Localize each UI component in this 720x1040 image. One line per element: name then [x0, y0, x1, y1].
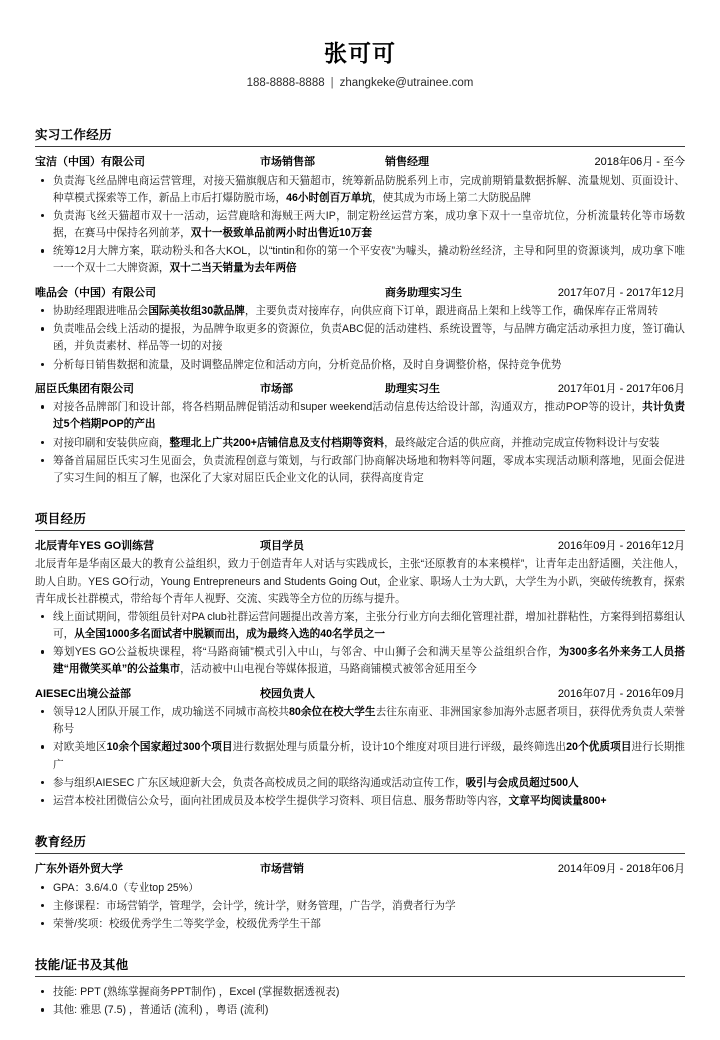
entry-header-row — [35, 861, 685, 879]
entry-header-row — [35, 538, 685, 556]
bullet-item — [35, 898, 685, 915]
bullet-item — [35, 303, 685, 320]
bullet-text: 运营本校社团微信公众号，面向社团成员及本校学生提供学习资料、项目信息、服务帮助等内容， — [53, 794, 509, 807]
bullet-text: ，主要负责对接库存，向供应商下订单，跟进商品上架和上线等工作，确保库存正常周转 — [244, 305, 659, 318]
section-title: 教育经历 — [35, 835, 87, 850]
entry-header-row — [35, 154, 685, 172]
candidate-name: 张可可 — [324, 40, 396, 66]
bullet-text-emphasis: 10余个国家超过300个项目 — [106, 741, 233, 754]
bullet-text-emphasis: 为300多名外来务工人员搭建“用微笑买单”的公益集市 — [53, 646, 685, 676]
bullet-text: 领导12人团队开展工作，成功输送不同城市高校共 — [53, 706, 289, 719]
email-address: zhangkeke@utrainee.com — [339, 77, 474, 90]
contact-line — [35, 75, 685, 91]
entry — [35, 154, 685, 277]
section-divider — [35, 530, 685, 531]
bullet-text: 主修课程：市场营销学，管理学，会计学，统计学，财务管理，广告学，消费者行为学 — [53, 899, 456, 912]
bullet-text-emphasis: 从全国1000多名面试者中脱颖而出，成为最终入选的40名学员之一 — [74, 628, 385, 641]
bullet-text: 协助经理跟进唯品会 — [53, 305, 149, 318]
entry-department: 项目学员 — [260, 539, 304, 552]
bullet-text-emphasis: 80余位在校大学生 — [288, 706, 376, 719]
section-title: 技能/证书及其他 — [35, 957, 129, 972]
bullet-item — [35, 880, 685, 897]
bullet-text-emphasis: 20个优质项目 — [566, 741, 632, 754]
bullet-text: 负责唯品会线上活动的提报，为品牌争取更多的资源位，负责ABC促的活动建档、系统设置等，与品牌方确定活动承担力度，签订确认函，并负责素材、样品等一切的对接 — [53, 323, 685, 353]
section-divider — [35, 853, 685, 854]
bullet-text: 对接印刷和安装供应商， — [53, 436, 170, 449]
bullet-list — [35, 704, 685, 810]
entry-date-range: 2018年06月 - 至今 — [594, 156, 685, 169]
bullet-item — [35, 357, 685, 374]
bullet-item — [35, 644, 685, 678]
bullet-text: 参与组织AIESEC 广东区域迎新大会，负责各高校成员之间的联络沟通或活动宣传工作， — [53, 776, 466, 789]
entry-date-range: 2016年09月 - 2016年12月 — [557, 539, 685, 552]
section-divider — [35, 146, 685, 147]
bullet-text: ，使其成为市场上第二大防脱品牌 — [372, 191, 531, 204]
bullet-text: 统筹12月大牌方案，联动粉头和各大KOL，以“tintin和你的第一个平安夜”为噱头，撬动粉丝经济，主导和阿里的资源谈判，成功拿下唯一一个双十二大牌资源， — [53, 245, 685, 275]
entry-header-row — [35, 381, 685, 399]
bullet-text: 筹划YES GO公益板块课程，将“马路商铺”模式引入中山，与邻舍、中山狮子会和满天星等公益组织合作， — [53, 646, 559, 659]
bullet-text-emphasis: 整理北上广共200+店铺信息及支付档期等资料 — [169, 436, 385, 449]
entry-date-range: 2017年07月 - 2017年12月 — [557, 286, 685, 299]
bullet-text-emphasis: 共计负责过5个档期POP的产出 — [53, 401, 685, 431]
section-title: 项目经历 — [35, 511, 87, 526]
bullet-item — [35, 984, 685, 1001]
bullet-list — [35, 399, 685, 487]
bullet-text: 分析每日销售数据和流量，及时调整品牌定位和活动方向，分析竞品价格，及时自身调整价格，保持竞争优势 — [53, 358, 562, 371]
entry-organization: 宝洁（中国）有限公司 — [35, 156, 145, 169]
bullet-text: 对接各品牌部门和设计部，将各档期品牌促销活动和super weekend活动信息传达给设计部，沟通双方，推动POP等的设计， — [53, 401, 643, 414]
section-skills-certificates-other — [35, 955, 685, 1019]
bullet-list — [35, 173, 685, 278]
bullet-item — [35, 399, 685, 433]
entry-department: 市场部 — [260, 382, 293, 395]
entry-date-range: 2014年09月 - 2018年06月 — [557, 863, 685, 876]
bullet-item — [35, 243, 685, 277]
bullet-text: 负责海飞丝天猫超市双十一活动，运营鹿晗和海贼王两大IP，制定粉丝运营方案，成功拿下双十一皇帝坑位，分析流量转化等市场数据，在赛马中保持名列前茅， — [53, 209, 685, 240]
entry — [35, 686, 685, 810]
entry-description: 北辰青年是华南区最大的教育公益组织，致力于创造青年人对话与实践成长，主张“还原教育的本来模样”，让青年走出舒适圈，关注他人，助人自助。YES GO行动，Young Entrepreneurs and Students Going Out，企业家、职场人士为大趴，大学生为小趴，突破传统教育，探索青年成长社群模式，带给每个青年人视野、交流、实践等全方位的历练与提升。 — [35, 558, 685, 605]
entry-organization: 唯品会（中国）有限公司 — [35, 286, 156, 299]
bullet-text-emphasis: 吸引与会成员超过500人 — [465, 776, 579, 789]
entry — [35, 861, 685, 933]
entry-date-range: 2017年01月 - 2017年06月 — [557, 382, 685, 395]
bullet-text: 去往东南亚、非洲国家参加海外志愿者项目，获得优秀负责人荣誉称号 — [53, 706, 685, 736]
bullet-item — [35, 775, 685, 792]
bullet-list — [35, 984, 685, 1019]
bullet-text-emphasis: 双十二当天销量为去年两倍 — [169, 262, 297, 275]
entry-date-range: 2016年07月 - 2016年09月 — [557, 687, 685, 700]
entry — [35, 984, 685, 1019]
bullet-list — [35, 609, 685, 679]
entry-organization: 北辰青年YES GO训练营 — [35, 539, 155, 552]
bullet-text: 技能: PPT (熟练掌握商务PPT制作) ，Excel (掌握数据透视表) — [53, 985, 340, 998]
bullet-text-emphasis: 文章平均阅读量800+ — [508, 794, 607, 807]
bullet-item — [35, 793, 685, 810]
bullet-text: ，活动被中山电视台等媒体报道，马路商铺模式被邻舍延用至今 — [180, 663, 477, 676]
bullet-text-emphasis: 双十一极致单品前两小时出售近10万套 — [190, 227, 373, 240]
bullet-text: 线上面试期间，带领组员针对PA club社群运营问题提出改善方案，主张分行业方向去细化管理社群，增加社群粘性，方案得到招募组认可， — [53, 610, 685, 641]
entry-department: 校园负责人 — [260, 687, 315, 700]
bullet-item — [35, 321, 685, 355]
section-project-experience — [35, 509, 685, 810]
bullet-text-emphasis: 46小时创百万单坑 — [286, 191, 373, 204]
section-title: 实习工作经历 — [35, 128, 112, 143]
entry — [35, 538, 685, 679]
entry-organization: 屈臣氏集团有限公司 — [35, 382, 134, 395]
bullet-text: 筹备首届屈臣氏实习生见面会，负责流程创意与策划，与行政部门协商解决场地和物料等问题，零成本实现活动顺利落地，见面会促进了实习生间的相互了解，也深化了大家对屈臣氏企业文化的认同，获得高度肯定 — [53, 454, 685, 484]
entry-department: 市场营销 — [260, 863, 304, 876]
entry — [35, 381, 685, 487]
bullet-text: 进行数据处理与质量分析，设计10个维度对项目进行评级，最终筛选出 — [232, 741, 567, 754]
bullet-item — [35, 704, 685, 738]
entry — [35, 285, 685, 374]
entry-role: 助理实习生 — [385, 382, 440, 395]
bullet-list — [35, 880, 685, 933]
section-divider — [35, 976, 685, 977]
bullet-item — [35, 208, 685, 242]
bullet-text: 对欧美地区 — [53, 741, 107, 754]
entry-header-row — [35, 285, 685, 303]
bullet-text: 进行长期推广 — [53, 741, 685, 771]
entry-department: 市场销售部 — [260, 156, 315, 169]
entry-role: 销售经理 — [385, 156, 429, 169]
contact-separator: | — [330, 77, 334, 90]
bullet-text: 负责海飞丝品牌电商运营管理，对接天猫旗舰店和天猫超市，统筹新品防脱系列上市，完成前期销量数据拆解、流量规划、页面设计、种草模式探索等工作，新品上市后打爆防脱市场， — [53, 174, 685, 204]
resume-header — [35, 28, 685, 95]
entry-header-row — [35, 686, 685, 704]
bullet-text-emphasis: 国际美妆组30款品牌 — [148, 305, 245, 318]
entry-organization: AIESEC出境公益部 — [35, 687, 131, 700]
bullet-item — [35, 1002, 685, 1019]
bullet-text: GPA：3.6/4.0（专业top 25%） — [53, 881, 199, 894]
bullet-item — [35, 173, 685, 207]
entry-role: 商务助理实习生 — [385, 286, 462, 299]
bullet-item — [35, 453, 685, 487]
section-internship-experience — [35, 125, 685, 487]
entry-organization: 广东外语外贸大学 — [35, 863, 123, 876]
resume-sections — [35, 125, 685, 1019]
bullet-text: 荣誉/奖项：校级优秀学生二等奖学金，校级优秀学生干部 — [53, 917, 321, 930]
bullet-item — [35, 916, 685, 933]
bullet-item — [35, 435, 685, 452]
bullet-list — [35, 303, 685, 374]
phone-number: 188-8888-8888 — [246, 77, 325, 90]
bullet-text: ，最终敲定合适的供应商，并推动完成宣传物料设计与安装 — [384, 436, 660, 449]
bullet-text: 其他: 雅思 (7.5) ，普通话 (流利) ，粤语 (流利) — [53, 1004, 269, 1017]
bullet-item — [35, 609, 685, 643]
bullet-item — [35, 739, 685, 773]
section-education-experience — [35, 832, 685, 933]
